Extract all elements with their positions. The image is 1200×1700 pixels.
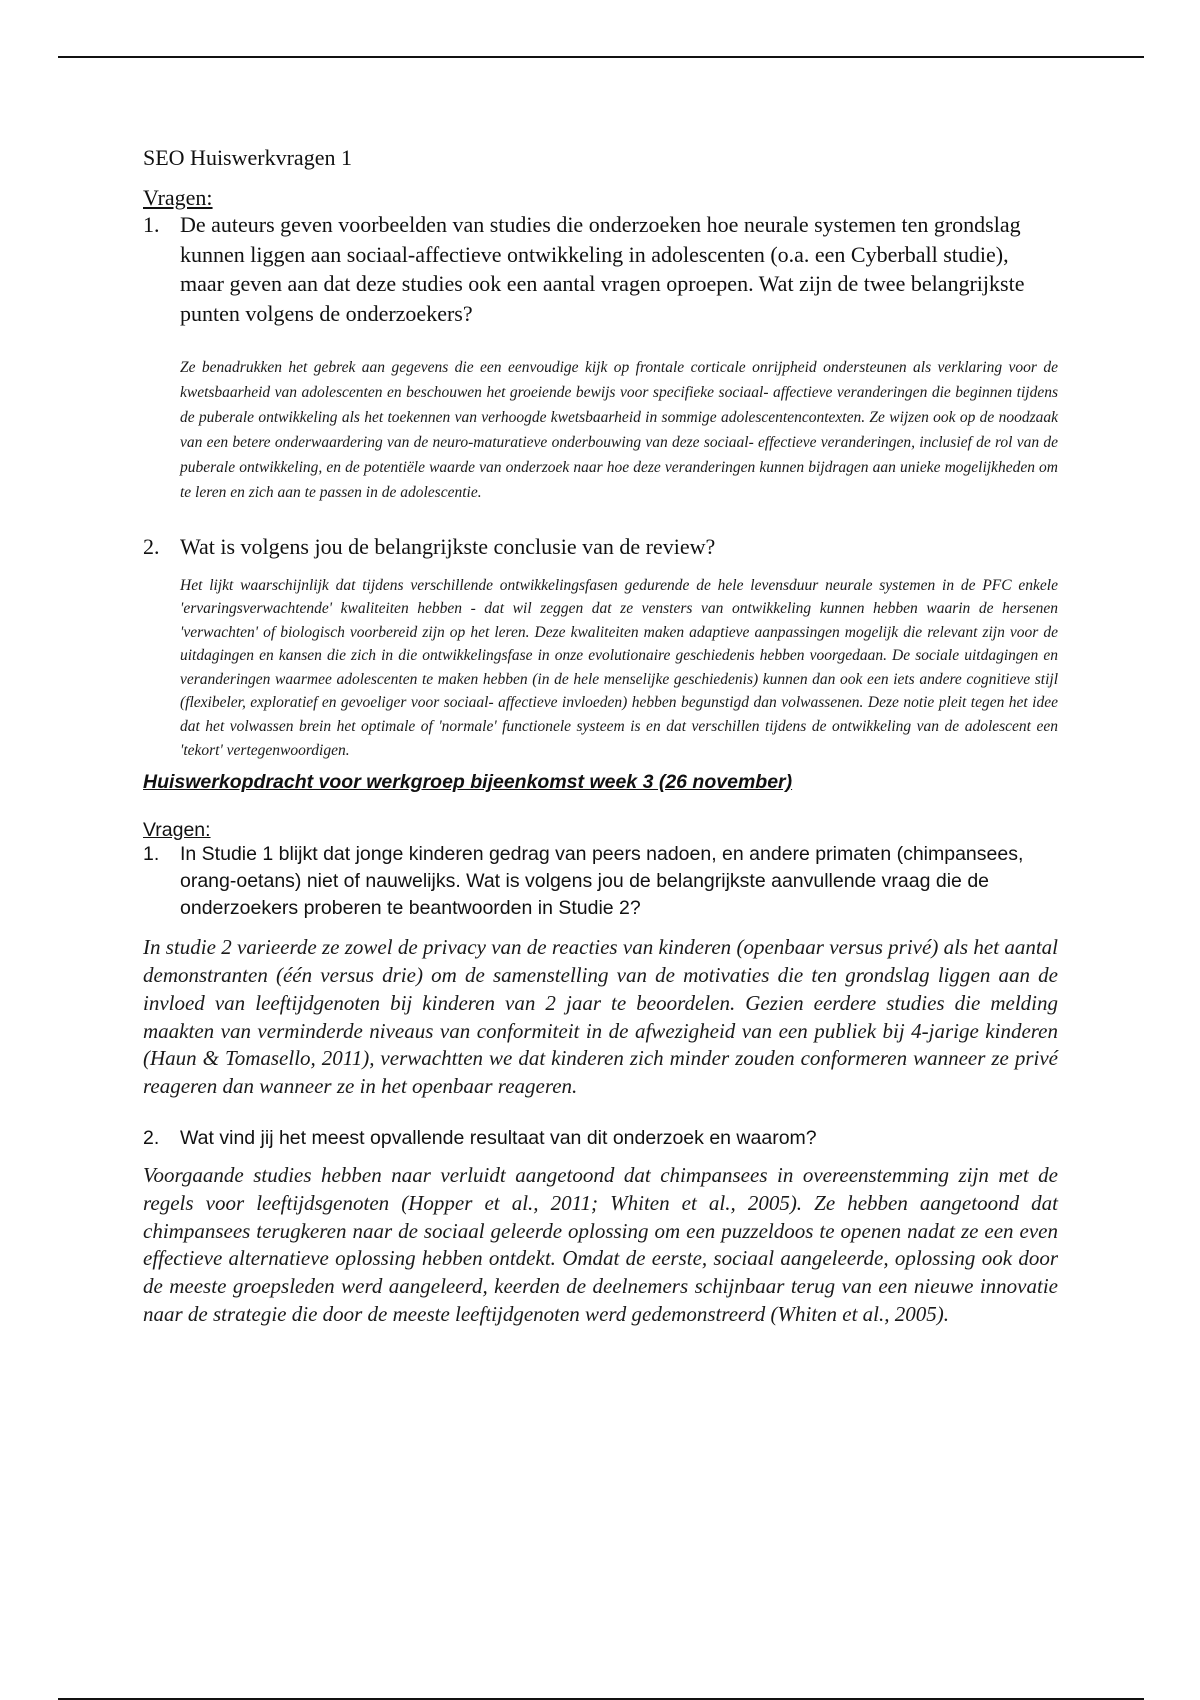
top-rule (58, 56, 1144, 58)
question-number: 2. (143, 534, 160, 559)
question-text: Wat vind jij het meest opvallende resultaat van dit onderzoek en waarom? (180, 1127, 817, 1150)
question-4 (143, 1125, 1058, 1152)
questions-label-2: Vragen: (143, 819, 211, 842)
questions-label: Vragen: (143, 185, 213, 210)
question-3 (143, 841, 1058, 922)
question-text: Wat is volgens jou de belangrijkste conclusie van de review? (180, 534, 716, 559)
answer-4: Voorgaande studies hebben naar verluidt aangetoond dat chimpansees in overeenstemming zijn met de regels voor leeftijdsgenoten (Hopper et al., 2011; Whiten et al., 2005). Ze hebben aangetoond dat chimpansees terugkeren naar de sociaal geleerde oplossing om een puzzeldoos te openen nadat ze een even effectieve alternatieve oplossing hebben ontdekt. Omdat de eerste, sociaal aangeleerde, oplossing ook door de meeste groepsleden werd aangeleerd, keerden de deelnemers schijnbaar terug van een nieuwe innovatie naar de strategie die door de meeste leeftijdgenoten werd gedemonstreerd (Whiten et al., 2005). (143, 1163, 1058, 1327)
question-text: De auteurs geven voorbeelden van studies die onderzoeken hoe neurale systemen ten grondslag kunnen liggen aan sociaal-affectieve ontwikkeling in adolescenten (o.a. een Cyberball studie), maar geven aan dat deze studies ook een aantal vragen oproepen. Wat zijn de twee belangrijkste punten volgens de onderzoekers? (180, 212, 1025, 326)
document-title: SEO Huiswerkvragen 1 (143, 145, 352, 170)
assignment-heading: Huiswerkopdracht voor werkgroep bijeenkomst week 3 (26 november) (143, 771, 793, 794)
answer-3: In studie 2 varieerde ze zowel de privacy van de reacties van kinderen (openbaar versus privé) als het aantal demonstranten (één versus drie) om de samenstelling van de motivaties die ten grondslag liggen aan de invloed van leeftijdgenoten bij kinderen van 2 jaar te beoordelen. Gezien eerdere studies die melding maakten van verminderde niveaus van conformiteit in de afwezigheid van een publiek bij 4-jarige kinderen (Haun & Tomasello, 2011), verwachtten we dat kinderen zich minder zouden conformeren wanneer ze privé reageren dan wanneer ze in het openbaar reageren. (143, 935, 1058, 1099)
question-1 (143, 210, 1058, 328)
document-body (143, 143, 1058, 1329)
answer-2: Het lijkt waarschijnlijk dat tijdens verschillende ontwikkelingsfasen gedurende de hele levensduur neurale systemen in de PFC enkele 'ervaringsverwachtende' kwaliteiten hebben - dat wil zeggen dat ze vensters van ontwikkeling kunnen hebben waarin de hersenen 'verwachten' of biologisch voorbereid zijn op het leren. Deze kwaliteiten maken adaptieve aanpassingen mogelijk die relevant zijn voor de uitdagingen en kansen die zich in die ontwikkelingsfase in onze evolutionaire geschiedenis hebben voorgedaan. De sociale uitdagingen en veranderingen waarmee adolescenten te maken hebben (in de hele menselijke geschiedenis) kunnen dan ook een iets andere cognitieve stijl (flexibeler, exploratief en gevoeliger voor sociaal- affectieve invloeden) hebben begunstigd dan volwassenen. Deze notie pleit tegen het idee dat het volwassen brein het optimale of 'normale' functionele systeem is en dat verschillen tijdens de ontwikkeling van de adolescent een 'tekort' vertegenwoordigen. (180, 576, 1058, 759)
question-number: 1. (143, 212, 160, 237)
answer-1: Ze benadrukken het gebrek aan gegevens die een eenvoudige kijk op frontale corticale onrijpheid ondersteunen als verklaring voor de kwetsbaarheid van adolescenten en beschouwen het groeiende bewijs voor specifieke sociaal- affectieve veranderingen die beginnen tijdens de puberale ontwikkeling als het toekennen van verhoogde kwetsbaarheid in sommige adolescentencontexten. Ze wijzen ook op de noodzaak van een betere onderwaardering van de neuro-maturatieve onderbouwing van deze sociaal- effectieve veranderingen, inclusief de rol van de puberale ontwikkeling, en de potentiële waarde van onderzoek naar hoe deze veranderingen kunnen bijdragen aan unieke mogelijkheden om te leren en zich aan te passen in de adolescentie. (180, 359, 1058, 501)
question-text: In Studie 1 blijkt dat jonge kinderen gedrag van peers nadoen, en andere primaten (chimpansees, orang-oetans) niet of nauwelijks. Wat is volgens jou de belangrijkste aanvullende vraag die de onderzoekers proberen te beantwoorden in Studie 2? (180, 843, 1024, 920)
question-number: 2. (143, 1127, 160, 1150)
question-2 (143, 532, 1058, 562)
question-number: 1. (143, 843, 160, 866)
